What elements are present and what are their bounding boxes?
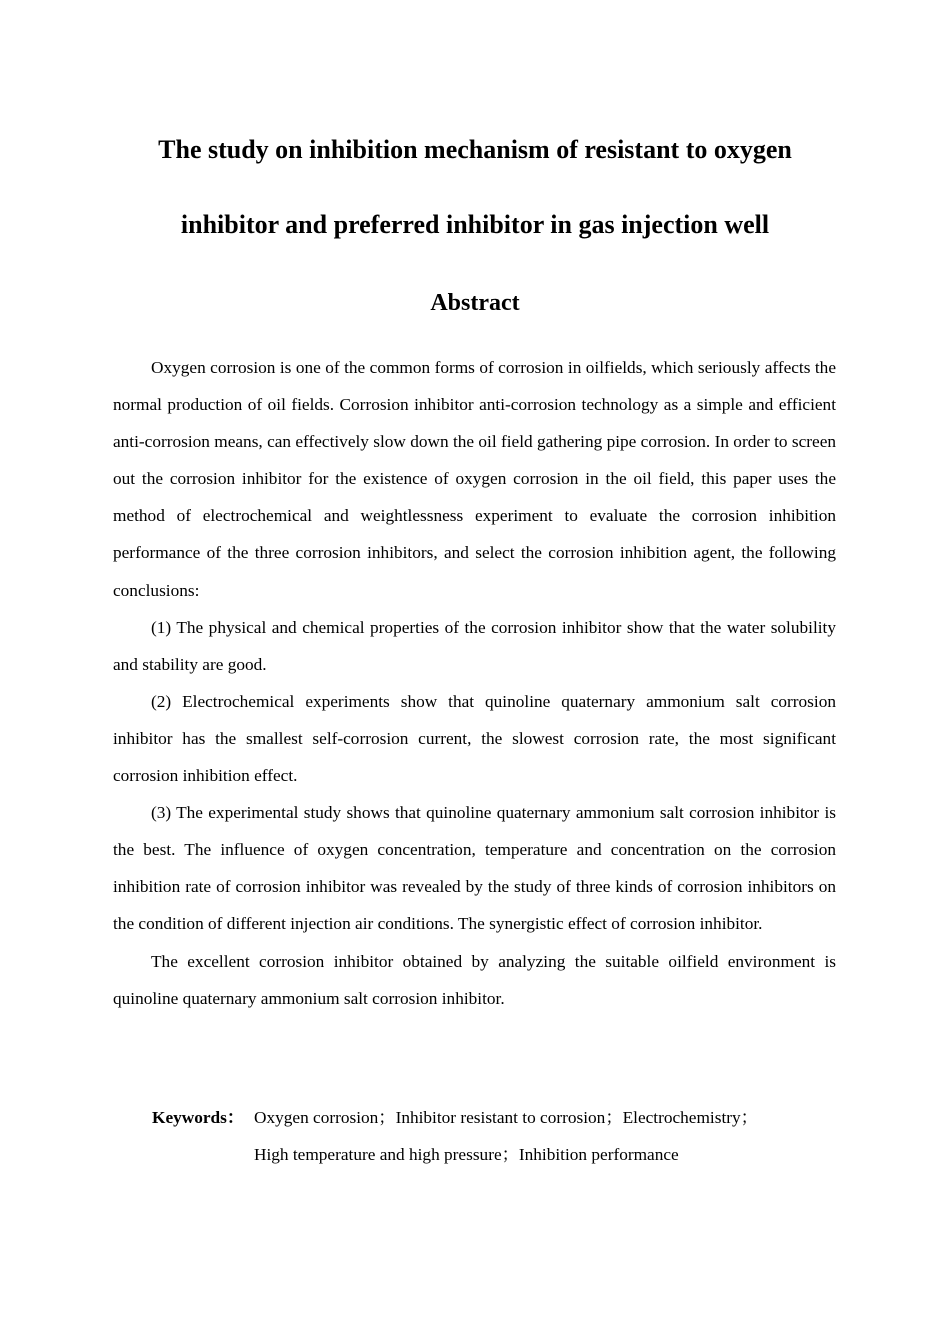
keywords-row [152, 1099, 832, 1136]
abstract-paragraph: Oxygen corrosion is one of the common forms of corrosion in oilfields, which seriously affects the normal production of oil fields. Corrosion inhibitor anti-corrosion technology as a simple and efficient anti-corrosion means, can effectively slow down the oil field gathering pipe corrosion. In order to screen out the corrosion inhibitor for the existence of oxygen corrosion in the oil field, this paper uses the method of electrochemical and weightlessness experiment to evaluate the corrosion inhibition performance of the three corrosion inhibitors, and select the corrosion inhibition agent, the following conclusions: [113, 358, 836, 600]
abstract-paragraph: (3) The experimental study shows that quinoline quaternary ammonium salt corrosion inhibitor is the best. The influence of oxygen concentration, temperature and concentration on the corrosion inhibition rate of corrosion inhibitor was revealed by the study of three kinds of corrosion inhibitors on the condition of different injection air conditions. The synergistic effect of corrosion inhibitor. [113, 803, 836, 934]
abstract-paragraph: The excellent corrosion inhibitor obtained by analyzing the suitable oilfield environment is quinoline quaternary ammonium salt corrosion inhibitor. [113, 951, 836, 1008]
paper-title-line-2: inhibitor and preferred inhibitor in gas injection well [180, 210, 770, 239]
abstract-body [113, 349, 836, 1017]
abstract-paragraph: (2) Electrochemical experiments show that quinoline quaternary ammonium salt corrosion inhibitor has the smallest self-corrosion current, the slowest corrosion rate, the most significant corrosion inhibition effect. [113, 691, 836, 786]
keywords-label: Keywords： [152, 1108, 245, 1127]
keywords-section [152, 1099, 832, 1173]
keywords-list-line-1: Oxygen corrosion；Inhibitor resistant to corrosion；Electrochemistry； [254, 1108, 758, 1127]
keywords-indent [152, 1136, 254, 1173]
paper-title-line-1: The study on inhibition mechanism of resistant to oxygen [158, 135, 792, 164]
keywords-list-line-2: High temperature and high pressure；Inhibition performance [254, 1145, 679, 1164]
keywords-row [152, 1136, 832, 1173]
abstract-paragraph: (1) The physical and chemical properties of the corrosion inhibitor show that the water solubility and stability are good. [113, 617, 836, 674]
abstract-heading: Abstract [430, 290, 520, 316]
